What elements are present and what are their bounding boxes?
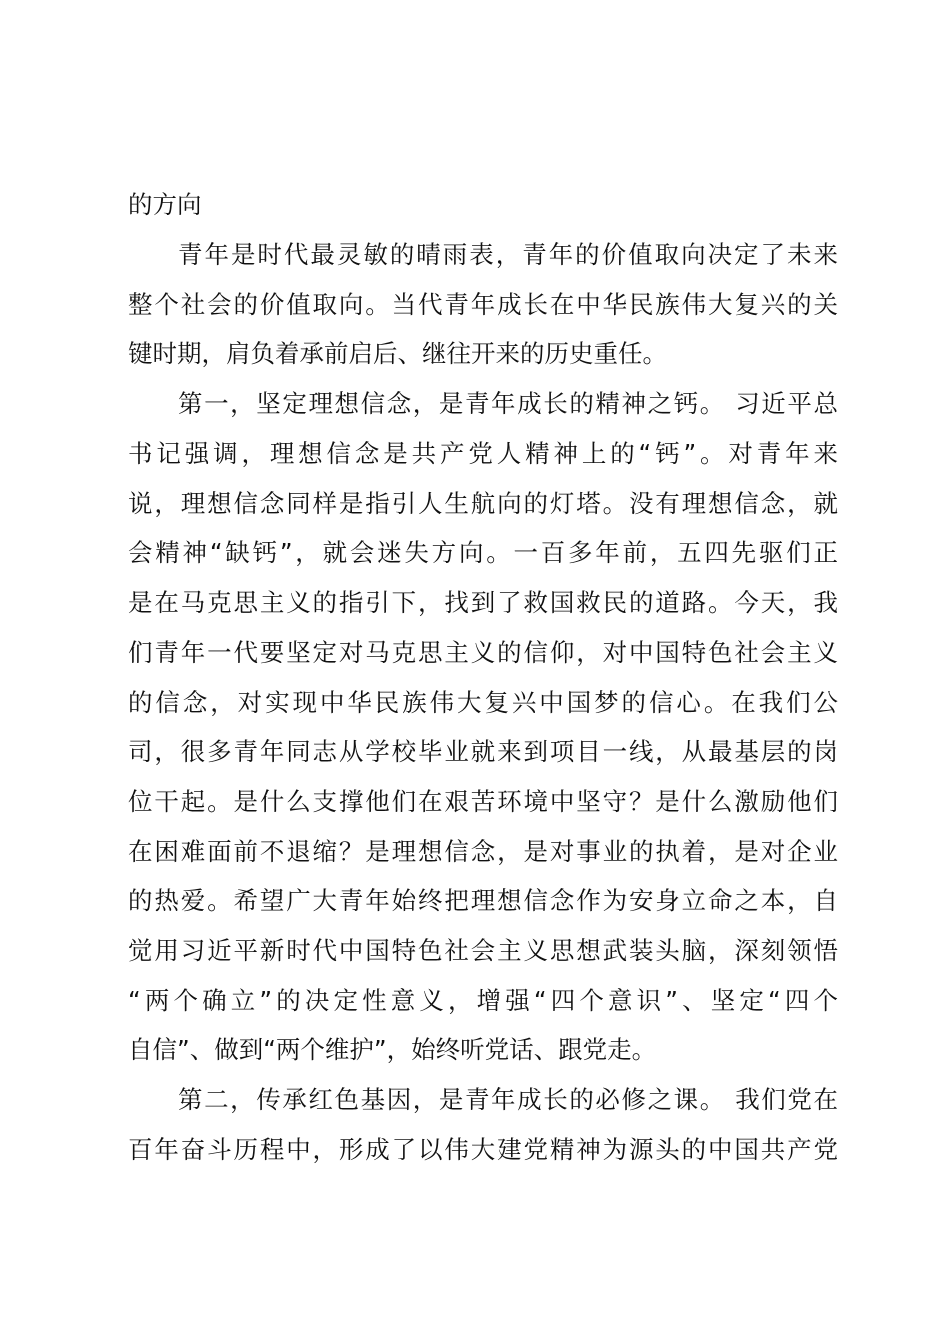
text-line: 在困难面前不退缩？是理想信念，是对事业的执着，是对企业: [128, 837, 838, 866]
text-line: 们青年一代要坚定对马克思主义的信仰，对中国特色社会主义: [128, 638, 838, 667]
text-line: “两个确立”的决定性意义，增强“四个意识”、坚定“四个: [128, 986, 838, 1015]
text-line: 百年奋斗历程中，形成了以伟大建党精神为源头的中国共产党: [128, 1135, 838, 1164]
text-line: 说，理想信念同样是指引人生航向的灯塔。没有理想信念，就: [128, 489, 838, 518]
text-line: 会精神“缺钙”，就会迷失方向。一百多年前，五四先驱们正: [128, 538, 838, 567]
text-line: 的热爱。希望广大青年始终把理想信念作为安身立命之本，自: [128, 886, 838, 915]
text-line: 键时期，肩负着承前启后、继往开来的历史重任。: [128, 339, 667, 368]
text-line: 整个社会的价值取向。当代青年成长在中华民族伟大复兴的关: [128, 290, 838, 319]
paragraph-start-line: 青年是时代最灵敏的晴雨表，青年的价值取向决定了未来: [178, 240, 838, 269]
section-heading-line-2: 第二，传承红色基因，是青年成长的必修之课。 我们党在: [178, 1085, 838, 1114]
text-line: 书记强调，理想信念是共产党人精神上的“钙”。对青年来: [128, 439, 838, 468]
text-line: 是在马克思主义的指引下，找到了救国救民的道路。今天，我: [128, 588, 838, 617]
text-line: 司，很多青年同志从学校毕业就来到项目一线，从最基层的岗: [128, 737, 838, 766]
section-heading-line-1: 第一，坚定理想信念，是青年成长的精神之钙。 习近平总: [178, 389, 838, 418]
text-line: 的信念，对实现中华民族伟大复兴中国梦的信心。在我们公: [128, 688, 838, 717]
text-line: 的方向: [128, 190, 202, 219]
text-line: 觉用习近平新时代中国特色社会主义思想武装头脑，深刻领悟: [128, 936, 838, 965]
text-line: 位干起。是什么支撑他们在艰苦环境中坚守？是什么激励他们: [128, 787, 838, 816]
text-line: 自信”、做到“两个维护”，始终听党话、跟党走。: [128, 1035, 657, 1064]
